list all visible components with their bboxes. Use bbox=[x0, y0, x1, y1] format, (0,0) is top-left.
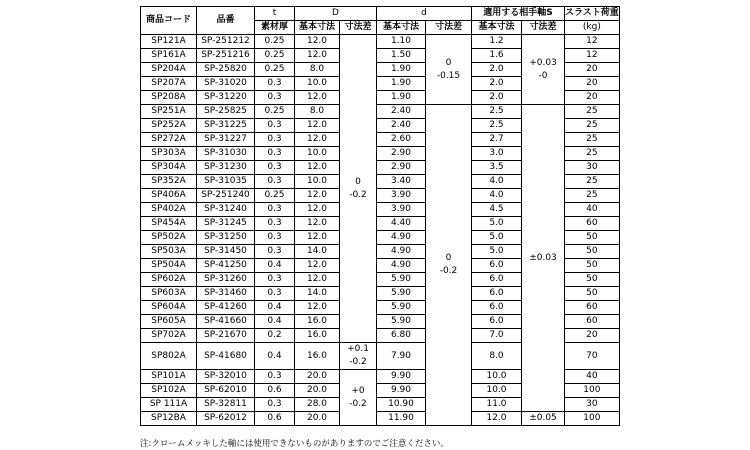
cell-D-basic: 12.0 bbox=[295, 273, 340, 287]
cell-d-basic: 4.90 bbox=[377, 231, 426, 245]
cell-product-code: SP12BA bbox=[141, 412, 197, 426]
cell-thrust: 12 bbox=[565, 35, 620, 49]
col-header-thrust-unit: (kg) bbox=[565, 21, 620, 35]
table-row bbox=[141, 412, 620, 426]
cell-t-thickness: 0.3 bbox=[255, 370, 295, 384]
cell-S-basic: 8.0 bbox=[472, 343, 522, 370]
cell-part-no: SP-41250 bbox=[197, 259, 255, 273]
cell-product-code: SP102A bbox=[141, 384, 197, 398]
cell-product-code: SP604A bbox=[141, 301, 197, 315]
cell-thrust: 50 bbox=[565, 245, 620, 259]
cell-D-basic: 14.0 bbox=[295, 287, 340, 301]
cell-d-basic: 5.90 bbox=[377, 287, 426, 301]
cell-t-thickness: 0.3 bbox=[255, 273, 295, 287]
cell-S-basic: 12.0 bbox=[472, 412, 522, 426]
cell-d-basic: 1.90 bbox=[377, 91, 426, 105]
cell-d-basic: 5.90 bbox=[377, 273, 426, 287]
S-tolerance-line: +0.03 bbox=[529, 57, 557, 68]
cell-thrust: 25 bbox=[565, 189, 620, 203]
cell-S-basic: 7.0 bbox=[472, 329, 522, 343]
cell-t-thickness: 0.2 bbox=[255, 329, 295, 343]
table-row bbox=[141, 35, 620, 49]
cell-S-basic: 5.0 bbox=[472, 245, 522, 259]
S-tolerance-line: -0 bbox=[538, 70, 548, 81]
col-header-t: t bbox=[255, 7, 295, 21]
cell-d-basic: 3.40 bbox=[377, 175, 426, 189]
cell-d-basic: 2.40 bbox=[377, 105, 426, 119]
cell-t-thickness: 0.3 bbox=[255, 91, 295, 105]
cell-t-thickness: 0.3 bbox=[255, 245, 295, 259]
cell-S-basic: 3.0 bbox=[472, 147, 522, 161]
col-header-t-thickness: 素材厚 bbox=[255, 21, 295, 35]
col-header-D-tolerance: 寸法差 bbox=[340, 21, 377, 35]
cell-d-basic: 4.90 bbox=[377, 245, 426, 259]
d-tolerance-line: 0 bbox=[445, 253, 452, 263]
header-row-1 bbox=[141, 7, 620, 21]
col-header-D: D bbox=[295, 7, 377, 21]
d-tolerance bbox=[426, 105, 472, 426]
cell-D-basic: 14.0 bbox=[295, 245, 340, 259]
cell-d-basic: 9.90 bbox=[377, 370, 426, 384]
col-header-D-basic: 基本寸法 bbox=[295, 21, 340, 35]
cell-part-no: SP-31260 bbox=[197, 273, 255, 287]
cell-S-basic: 2.5 bbox=[472, 119, 522, 133]
cell-part-no: SP-31460 bbox=[197, 287, 255, 301]
cell-product-code: SP802A bbox=[141, 343, 197, 370]
cell-t-thickness: 0.3 bbox=[255, 119, 295, 133]
d-tolerance bbox=[426, 35, 472, 105]
cell-S-basic: 6.0 bbox=[472, 259, 522, 273]
S-tolerance-line: ±0.03 bbox=[529, 252, 557, 263]
D-tolerance bbox=[340, 343, 377, 370]
cell-thrust: 40 bbox=[565, 370, 620, 384]
cell-D-basic: 12.0 bbox=[295, 231, 340, 245]
cell-thrust: 20 bbox=[565, 91, 620, 105]
cell-thrust: 100 bbox=[565, 412, 620, 426]
cell-D-basic: 10.0 bbox=[295, 175, 340, 189]
cell-t-thickness: 0.6 bbox=[255, 384, 295, 398]
d-tolerance-line: 0 bbox=[445, 57, 452, 68]
cell-part-no: SP-31020 bbox=[197, 77, 255, 91]
cell-D-basic: 12.0 bbox=[295, 49, 340, 63]
cell-d-basic: 1.10 bbox=[377, 35, 426, 49]
cell-d-basic: 6.80 bbox=[377, 329, 426, 343]
cell-d-basic: 11.90 bbox=[377, 412, 426, 426]
cell-part-no: SP-251240 bbox=[197, 189, 255, 203]
cell-d-basic: 1.90 bbox=[377, 63, 426, 77]
cell-t-thickness: 0.4 bbox=[255, 315, 295, 329]
D-tolerance-line: -0.2 bbox=[349, 189, 367, 200]
cell-thrust: 50 bbox=[565, 231, 620, 245]
cell-t-thickness: 0.3 bbox=[255, 398, 295, 412]
cell-S-basic: 6.0 bbox=[472, 315, 522, 329]
cell-product-code: SP 111A bbox=[141, 398, 197, 412]
cell-D-basic: 20.0 bbox=[295, 370, 340, 384]
cell-d-basic: 3.90 bbox=[377, 189, 426, 203]
cell-S-basic: 2.0 bbox=[472, 63, 522, 77]
cell-product-code: SP251A bbox=[141, 105, 197, 119]
cell-part-no: SP-31227 bbox=[197, 133, 255, 147]
cell-part-no: SP-31230 bbox=[197, 161, 255, 175]
D-tolerance bbox=[340, 35, 377, 343]
cell-D-basic: 20.0 bbox=[295, 412, 340, 426]
cell-d-basic: 2.40 bbox=[377, 119, 426, 133]
col-header-S-tolerance: 寸法差 bbox=[522, 21, 565, 35]
cell-t-thickness: 0.3 bbox=[255, 147, 295, 161]
cell-thrust: 50 bbox=[565, 287, 620, 301]
footnote: 注:クロームメッキした軸には使用できないものがありますのでご注意ください。 bbox=[140, 439, 449, 449]
cell-product-code: SP207A bbox=[141, 77, 197, 91]
cell-thrust: 20 bbox=[565, 77, 620, 91]
cell-S-basic: 2.5 bbox=[472, 105, 522, 119]
cell-t-thickness: 0.4 bbox=[255, 301, 295, 315]
spec-table bbox=[140, 6, 620, 426]
cell-thrust: 20 bbox=[565, 63, 620, 77]
cell-product-code: SP406A bbox=[141, 189, 197, 203]
S-tolerance bbox=[522, 35, 565, 105]
cell-product-code: SP208A bbox=[141, 91, 197, 105]
cell-part-no: SP-25825 bbox=[197, 105, 255, 119]
cell-thrust: 25 bbox=[565, 105, 620, 119]
cell-S-basic: 10.0 bbox=[472, 370, 522, 384]
cell-thrust: 30 bbox=[565, 161, 620, 175]
cell-part-no: SP-31450 bbox=[197, 245, 255, 259]
cell-thrust: 50 bbox=[565, 273, 620, 287]
cell-product-code: SP603A bbox=[141, 287, 197, 301]
cell-D-basic: 12.0 bbox=[295, 189, 340, 203]
cell-D-basic: 12.0 bbox=[295, 203, 340, 217]
cell-S-basic: 6.0 bbox=[472, 287, 522, 301]
cell-part-no: SP-32010 bbox=[197, 370, 255, 384]
cell-thrust: 60 bbox=[565, 301, 620, 315]
spec-table-body bbox=[141, 35, 620, 426]
cell-product-code: SP101A bbox=[141, 370, 197, 384]
cell-part-no: SP-31220 bbox=[197, 91, 255, 105]
cell-d-basic: 2.90 bbox=[377, 161, 426, 175]
col-header-product-code: 商品コード bbox=[141, 7, 197, 35]
cell-part-no: SP-31035 bbox=[197, 175, 255, 189]
cell-product-code: SP605A bbox=[141, 315, 197, 329]
cell-t-thickness: 0.3 bbox=[255, 161, 295, 175]
d-tolerance-line: -0.15 bbox=[436, 70, 461, 81]
d-tolerance-line: -0.2 bbox=[439, 266, 458, 276]
cell-d-basic: 1.90 bbox=[377, 77, 426, 91]
cell-thrust: 30 bbox=[565, 398, 620, 412]
cell-part-no: SP-25820 bbox=[197, 63, 255, 77]
cell-S-basic: 6.0 bbox=[472, 301, 522, 315]
cell-D-basic: 16.0 bbox=[295, 315, 340, 329]
cell-part-no: SP-251212 bbox=[197, 35, 255, 49]
cell-product-code: SP252A bbox=[141, 119, 197, 133]
D-tolerance-line: -0.2 bbox=[349, 357, 367, 367]
cell-part-no: SP-251216 bbox=[197, 49, 255, 63]
cell-D-basic: 12.0 bbox=[295, 91, 340, 105]
cell-part-no: SP-31240 bbox=[197, 203, 255, 217]
cell-d-basic: 5.90 bbox=[377, 315, 426, 329]
cell-thrust: 40 bbox=[565, 203, 620, 217]
cell-D-basic: 20.0 bbox=[295, 384, 340, 398]
cell-thrust: 12 bbox=[565, 49, 620, 63]
cell-product-code: SP602A bbox=[141, 273, 197, 287]
cell-t-thickness: 0.3 bbox=[255, 287, 295, 301]
cell-part-no: SP-62012 bbox=[197, 412, 255, 426]
cell-thrust: 60 bbox=[565, 315, 620, 329]
cell-product-code: SP121A bbox=[141, 35, 197, 49]
cell-S-basic: 2.0 bbox=[472, 77, 522, 91]
col-header-d-basic: 基本寸法 bbox=[377, 21, 426, 35]
col-header-d-tolerance: 寸法差 bbox=[426, 21, 472, 35]
cell-D-basic: 12.0 bbox=[295, 217, 340, 231]
cell-thrust: 25 bbox=[565, 175, 620, 189]
cell-S-basic: 2.7 bbox=[472, 133, 522, 147]
cell-D-basic: 28.0 bbox=[295, 398, 340, 412]
cell-t-thickness: 0.25 bbox=[255, 189, 295, 203]
cell-t-thickness: 0.6 bbox=[255, 412, 295, 426]
cell-t-thickness: 0.25 bbox=[255, 63, 295, 77]
cell-part-no: SP-62010 bbox=[197, 384, 255, 398]
cell-product-code: SP272A bbox=[141, 133, 197, 147]
cell-t-thickness: 0.3 bbox=[255, 217, 295, 231]
cell-S-basic: 4.0 bbox=[472, 175, 522, 189]
cell-D-basic: 12.0 bbox=[295, 301, 340, 315]
cell-D-basic: 10.0 bbox=[295, 147, 340, 161]
cell-D-basic: 12.0 bbox=[295, 133, 340, 147]
cell-D-basic: 12.0 bbox=[295, 119, 340, 133]
S-tolerance bbox=[522, 105, 565, 412]
cell-product-code: SP303A bbox=[141, 147, 197, 161]
cell-part-no: SP-41260 bbox=[197, 301, 255, 315]
S-tolerance-line: ±0.05 bbox=[529, 413, 557, 423]
cell-S-basic: 3.5 bbox=[472, 161, 522, 175]
cell-thrust: 20 bbox=[565, 329, 620, 343]
cell-D-basic: 8.0 bbox=[295, 63, 340, 77]
cell-thrust: 70 bbox=[565, 343, 620, 370]
cell-product-code: SP702A bbox=[141, 329, 197, 343]
cell-d-basic: 3.90 bbox=[377, 203, 426, 217]
col-header-shaft: 適用する相手軸S bbox=[472, 7, 565, 21]
cell-d-basic: 4.90 bbox=[377, 259, 426, 273]
cell-S-basic: 1.2 bbox=[472, 35, 522, 49]
D-tolerance bbox=[340, 370, 377, 426]
cell-product-code: SP204A bbox=[141, 63, 197, 77]
cell-t-thickness: 0.25 bbox=[255, 49, 295, 63]
cell-d-basic: 2.60 bbox=[377, 133, 426, 147]
cell-t-thickness: 0.25 bbox=[255, 35, 295, 49]
cell-S-basic: 5.0 bbox=[472, 231, 522, 245]
cell-part-no: SP-41680 bbox=[197, 343, 255, 370]
cell-part-no: SP-31250 bbox=[197, 231, 255, 245]
table-row bbox=[141, 105, 620, 119]
cell-t-thickness: 0.4 bbox=[255, 259, 295, 273]
cell-S-basic: 4.5 bbox=[472, 203, 522, 217]
cell-product-code: SP454A bbox=[141, 217, 197, 231]
cell-D-basic: 10.0 bbox=[295, 77, 340, 91]
cell-t-thickness: 0.3 bbox=[255, 203, 295, 217]
cell-D-basic: 12.0 bbox=[295, 35, 340, 49]
cell-t-thickness: 0.3 bbox=[255, 77, 295, 91]
col-header-part-no: 品番 bbox=[197, 7, 255, 35]
cell-product-code: SP503A bbox=[141, 245, 197, 259]
cell-d-basic: 2.90 bbox=[377, 147, 426, 161]
cell-S-basic: 10.0 bbox=[472, 384, 522, 398]
cell-part-no: SP-21670 bbox=[197, 329, 255, 343]
cell-thrust: 25 bbox=[565, 147, 620, 161]
cell-part-no: SP-31030 bbox=[197, 147, 255, 161]
cell-t-thickness: 0.3 bbox=[255, 175, 295, 189]
cell-t-thickness: 0.3 bbox=[255, 231, 295, 245]
col-header-S-basic: 基本寸法 bbox=[472, 21, 522, 35]
cell-part-no: SP-31225 bbox=[197, 119, 255, 133]
cell-S-basic: 5.0 bbox=[472, 217, 522, 231]
D-tolerance-line: 0 bbox=[355, 176, 361, 187]
col-header-d: d bbox=[377, 7, 472, 21]
cell-S-basic: 11.0 bbox=[472, 398, 522, 412]
cell-thrust: 50 bbox=[565, 259, 620, 273]
cell-product-code: SP161A bbox=[141, 49, 197, 63]
cell-d-basic: 5.90 bbox=[377, 301, 426, 315]
cell-S-basic: 4.0 bbox=[472, 189, 522, 203]
cell-product-code: SP352A bbox=[141, 175, 197, 189]
cell-d-basic: 7.90 bbox=[377, 343, 426, 370]
cell-d-basic: 1.50 bbox=[377, 49, 426, 63]
cell-t-thickness: 0.25 bbox=[255, 105, 295, 119]
cell-part-no: SP-31245 bbox=[197, 217, 255, 231]
cell-product-code: SP402A bbox=[141, 203, 197, 217]
cell-D-basic: 16.0 bbox=[295, 329, 340, 343]
S-tolerance bbox=[522, 412, 565, 426]
cell-d-basic: 4.40 bbox=[377, 217, 426, 231]
cell-thrust: 100 bbox=[565, 384, 620, 398]
cell-t-thickness: 0.4 bbox=[255, 343, 295, 370]
cell-product-code: SP504A bbox=[141, 259, 197, 273]
cell-part-no: SP-32811 bbox=[197, 398, 255, 412]
cell-thrust: 25 bbox=[565, 119, 620, 133]
cell-d-basic: 10.90 bbox=[377, 398, 426, 412]
cell-D-basic: 16.0 bbox=[295, 343, 340, 370]
D-tolerance-line: +0.1 bbox=[347, 344, 369, 354]
col-header-thrust: スラスト荷重 bbox=[565, 7, 620, 21]
cell-D-basic: 12.0 bbox=[295, 161, 340, 175]
cell-D-basic: 8.0 bbox=[295, 105, 340, 119]
spec-table-container bbox=[140, 6, 620, 426]
D-tolerance-line: +0 bbox=[351, 385, 365, 396]
cell-d-basic: 9.90 bbox=[377, 384, 426, 398]
cell-S-basic: 1.6 bbox=[472, 49, 522, 63]
cell-thrust: 60 bbox=[565, 217, 620, 231]
cell-product-code: SP304A bbox=[141, 161, 197, 175]
cell-S-basic: 6.0 bbox=[472, 273, 522, 287]
cell-product-code: SP502A bbox=[141, 231, 197, 245]
cell-part-no: SP-41660 bbox=[197, 315, 255, 329]
cell-S-basic: 2.0 bbox=[472, 91, 522, 105]
cell-t-thickness: 0.3 bbox=[255, 133, 295, 147]
cell-thrust: 25 bbox=[565, 133, 620, 147]
cell-D-basic: 12.0 bbox=[295, 259, 340, 273]
D-tolerance-line: -0.2 bbox=[349, 398, 367, 409]
